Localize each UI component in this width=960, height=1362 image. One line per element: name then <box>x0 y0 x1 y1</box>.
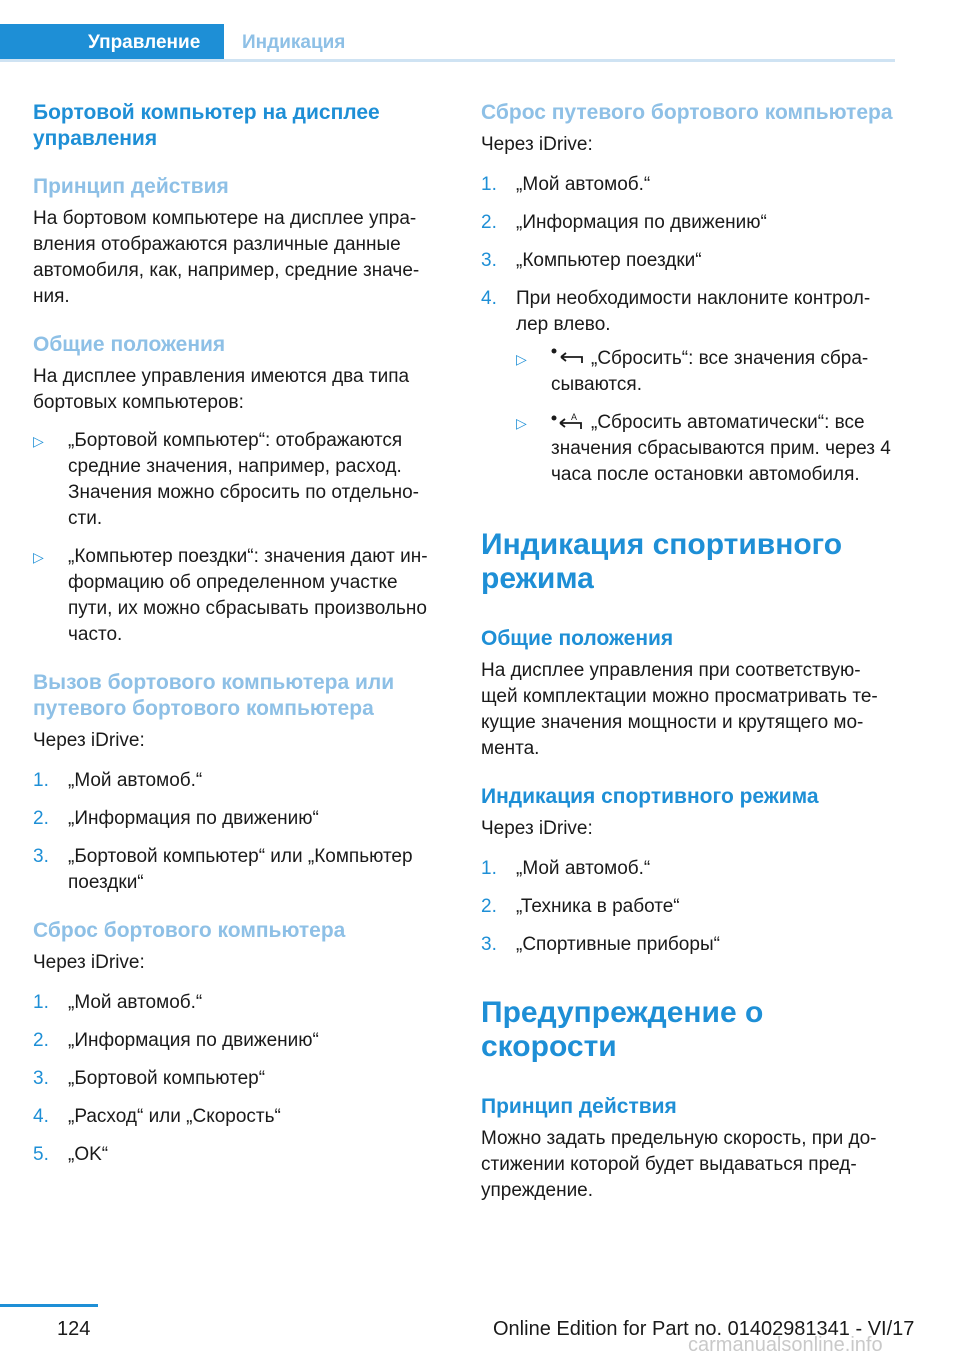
call-steps <box>33 768 443 896</box>
page-number: 124 <box>57 1318 91 1340</box>
step-text: „Бортовой компьютер“ <box>68 1068 266 1089</box>
step-text: „Мой автомоб.“ <box>68 770 203 791</box>
header-bar <box>0 24 895 62</box>
reset-arrow-icon <box>551 348 585 366</box>
step-number: 2. <box>33 808 49 829</box>
trip-reset-intro: Через iDrive: <box>481 134 593 155</box>
step-number: 2. <box>481 212 497 233</box>
step-text: „Мой автомоб.“ <box>516 858 651 879</box>
step-number: 3. <box>481 934 497 955</box>
step-number: 1. <box>481 174 497 195</box>
list-item <box>33 768 443 794</box>
step-text: „OK“ <box>68 1144 109 1165</box>
step-number: 2. <box>481 896 497 917</box>
list-item <box>481 894 896 920</box>
step-number: 4. <box>33 1106 49 1127</box>
list-item <box>33 844 443 896</box>
triangle-bullet-icon: ▷ <box>516 351 527 367</box>
list-item <box>481 248 896 274</box>
computer-types-list <box>33 428 443 648</box>
list-item <box>33 1104 443 1130</box>
reset-steps <box>33 990 443 1168</box>
step-text: При необходимости наклоните контрол-лер влево. <box>516 288 871 335</box>
sport-intro: Через iDrive: <box>481 818 593 839</box>
step-text: „Компьютер поездки“ <box>516 250 702 271</box>
call-intro: Через iDrive: <box>33 730 145 751</box>
header-divider <box>0 59 895 62</box>
step-text: „Мой автомоб.“ <box>516 174 651 195</box>
step-text: „Информация по движению“ <box>68 808 319 829</box>
step-text: „Информация по движению“ <box>68 1030 319 1051</box>
list-item <box>33 806 443 832</box>
list-item <box>33 1028 443 1054</box>
sport-steps <box>481 856 896 958</box>
general-text: На дисплее управления имеются два типа бортовых компьютеров: <box>33 366 410 413</box>
triangle-bullet-icon: ▷ <box>33 433 44 449</box>
step-number: 4. <box>481 288 497 309</box>
list-item <box>481 856 896 882</box>
list-item <box>33 990 443 1016</box>
left-column <box>33 100 443 1190</box>
svg-text:A: A <box>571 412 578 422</box>
triangle-bullet-icon: ▷ <box>33 549 44 565</box>
heading-principle: Принцип действия <box>33 175 229 198</box>
list-item-text: „Компьютер поездки“: значения дают ин-формацию об определенном участке пути, их можно сбрасывать произвольно часто. <box>68 546 428 645</box>
heading-sport-display: Индикация спортивного режима <box>481 785 819 808</box>
section-title-sport: Индикация спортивного режима <box>481 528 843 595</box>
list-item <box>33 1066 443 1092</box>
list-item <box>481 210 896 236</box>
step-number: 1. <box>33 992 49 1013</box>
trip-reset-steps <box>481 172 896 488</box>
step-text: „Информация по движению“ <box>516 212 767 233</box>
step-text: „Бортовой компьютер“ или „Компьютер поездки“ <box>68 846 413 893</box>
sport-general-text: На дисплее управления при соответствую-щей комплектации можно просматривать те-кущие значения мощности и крутящего мо-мента. <box>481 660 878 759</box>
option-text: „Сбросить автоматически“: все значения сбрасываются прим. через 4 часа после остановки автомобиля. <box>551 412 891 485</box>
tab-indikatsiya[interactable]: Индикация <box>242 32 346 53</box>
step-text: „Мой автомоб.“ <box>68 992 203 1013</box>
step-number: 3. <box>481 250 497 271</box>
tab-upravlenie[interactable]: Управление <box>0 24 224 62</box>
heading-reset: Сброс бортового компьютера <box>33 919 346 942</box>
heading-sport-general: Общие положения <box>481 627 674 650</box>
warning-text: Можно задать предельную скорость, при до-стижении которой будет выдаваться пред-упреждение. <box>481 1128 877 1201</box>
triangle-bullet-icon: ▷ <box>516 415 527 431</box>
list-item <box>516 410 896 488</box>
heading-general: Общие положения <box>33 333 226 356</box>
section-title-speed-warning: Предупреждение о скорости <box>481 996 764 1063</box>
edition-text: Online Edition for Part no. 01402981341 - VI/17 <box>493 1318 915 1340</box>
step-number: 5. <box>33 1144 49 1165</box>
step-number: 1. <box>481 858 497 879</box>
right-column <box>481 100 896 1226</box>
list-item <box>481 932 896 958</box>
step-text: „Техника в работе“ <box>516 896 680 917</box>
step-number: 3. <box>33 1068 49 1089</box>
list-item-text: „Бортовой компьютер“: отображаются средние значения, например, расход. Значения можно сбросить по отдельно-сти. <box>68 430 419 529</box>
watermark: carmanualsonline.info <box>688 1334 883 1356</box>
list-item <box>33 544 443 648</box>
section-title-onboard-computer: Бортовой компьютер на дисплее управления <box>33 101 380 150</box>
step-number: 1. <box>33 770 49 791</box>
list-item <box>481 172 896 198</box>
principle-text: На бортовом компьютере на дисплее упра-вления отображаются различные данные автомобиля, как, например, средние значе-ния. <box>33 208 420 307</box>
auto-reset-arrow-icon <box>551 412 585 430</box>
reset-options-list <box>516 346 896 488</box>
reset-intro: Через iDrive: <box>33 952 145 973</box>
list-item <box>33 428 443 532</box>
step-number: 2. <box>33 1030 49 1051</box>
step-text: „Спортивные приборы“ <box>516 934 720 955</box>
list-item <box>33 1142 443 1168</box>
step-text: „Расход“ или „Скорость“ <box>68 1106 281 1127</box>
heading-call: Вызов бортового компьютера или путевого бортового компьютера <box>33 671 395 720</box>
step-number: 3. <box>33 846 49 867</box>
heading-warning-principle: Принцип действия <box>481 1095 677 1118</box>
list-item <box>516 346 896 398</box>
footer-rule <box>0 1304 98 1307</box>
option-text: „Сбросить“: все значения сбра-сываются. <box>551 348 869 395</box>
list-item <box>481 286 896 488</box>
heading-trip-reset: Сброс путевого бортового компьютера <box>481 101 893 124</box>
